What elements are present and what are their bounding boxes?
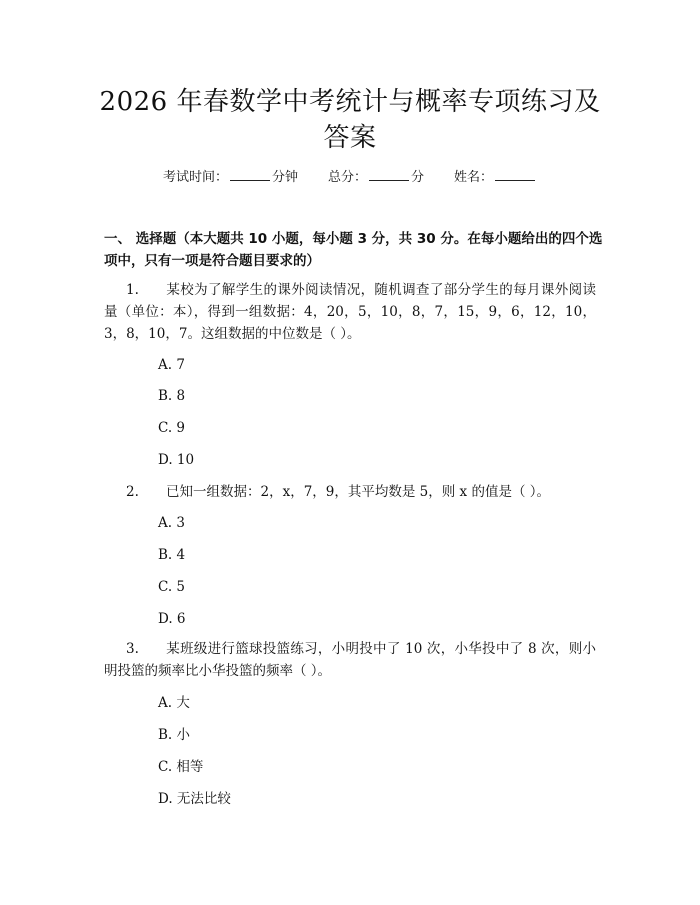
- option-1c: C. 9: [158, 420, 186, 436]
- option-2a: A. 3: [158, 515, 185, 531]
- question-number: 3.: [126, 641, 139, 657]
- option-1b: B. 8: [158, 388, 186, 404]
- exam-meta-line: [0, 168, 700, 188]
- question-number: 1.: [126, 282, 139, 298]
- score-unit: 分: [411, 170, 425, 185]
- question-1: [104, 279, 596, 345]
- question-text: 已知一组数据：2，x，7，9，其平均数是 5，则 x 的值是（ ）。: [166, 484, 550, 500]
- option-2b: B. 4: [158, 547, 186, 563]
- score-blank: [369, 168, 409, 181]
- question-number: 2.: [126, 484, 139, 500]
- question-2: [104, 481, 596, 503]
- option-1a: A. 7: [158, 357, 185, 373]
- time-blank: [230, 168, 270, 181]
- option-1d: D. 10: [158, 452, 195, 468]
- option-3c: C. 相等: [158, 759, 204, 775]
- option-2d: D. 6: [158, 611, 186, 627]
- option-3a: A. 大: [158, 695, 190, 711]
- section-heading: 一、 选择题（本大题共 10 小题，每小题 3 分，共 30 分。在每小题给出的四个选项中，只有一项是符合题目要求的）: [104, 231, 603, 269]
- document-title: 2026 年春数学中考统计与概率专项练习及答案: [99, 87, 601, 153]
- option-3d: D. 无法比较: [158, 791, 231, 807]
- time-unit: 分钟: [271, 170, 298, 185]
- name-label: 姓名：: [454, 170, 494, 185]
- question-3: [104, 638, 596, 682]
- name-blank: [495, 168, 535, 181]
- option-2c: C. 5: [158, 579, 186, 595]
- option-3b: B. 小: [158, 727, 191, 743]
- question-text: 某校为了解学生的课外阅读情况，随机调查了部分学生的每月课外阅读量（单位：本），得到一组数据：4，20，5，10，8，7，15，9，6，12，10，3，8，10，7。这组数据的中位数是（ ）。: [104, 282, 596, 342]
- score-label: 总分：: [327, 170, 367, 185]
- time-label: 考试时间：: [162, 170, 228, 185]
- question-text: 某班级进行篮球投篮练习，小明投中了 10 次，小华投中了 8 次，则小明投篮的频率比小华投篮的频率（ ）。: [104, 641, 596, 679]
